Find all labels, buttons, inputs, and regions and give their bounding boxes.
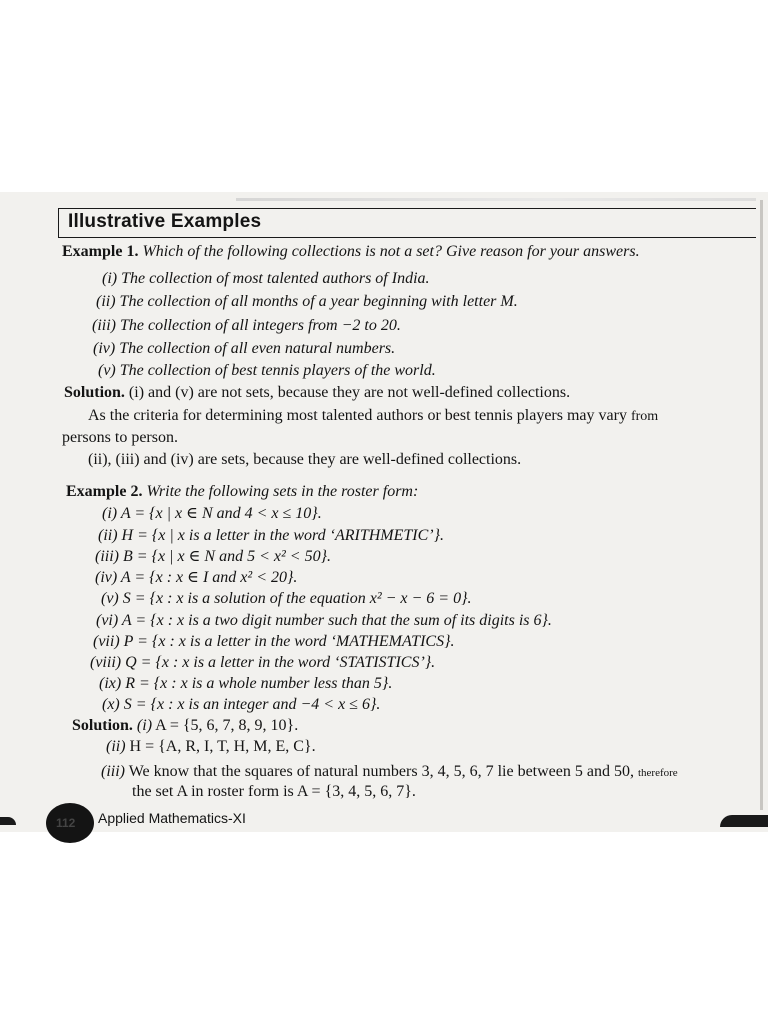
- example1-item-1: [102, 269, 430, 289]
- item-number: (vii): [93, 633, 120, 650]
- item-text: B = {x | x ∈ N and 5 < x² < 50}.: [123, 548, 331, 565]
- item-text: The collection of best tennis players of the world.: [119, 362, 436, 379]
- top-rule: [236, 198, 756, 201]
- item-number: (iv): [93, 340, 116, 357]
- item-text: P = {x : x is a letter in the word ‘MATHEMATICS}.: [123, 633, 455, 650]
- item-number: (ix): [99, 675, 122, 692]
- solution-number: (ii): [106, 738, 126, 755]
- example2-item-8: [90, 653, 435, 673]
- item-text: A = {x : x is a two digit number such that the sum of its digits is 6}.: [121, 612, 552, 629]
- example1-label: Example 1.: [62, 243, 139, 260]
- example2-solution-2: [106, 737, 316, 757]
- example2-item-5: [101, 589, 472, 609]
- solution-label: Solution.: [72, 717, 133, 734]
- solution-text: (i) and (v) are not sets, because they are not well-defined collections.: [128, 384, 571, 401]
- solution-text-tail: therefore: [637, 767, 678, 779]
- example2-label: Example 2.: [66, 483, 143, 500]
- item-text: A = {x | x ∈ N and 4 < x ≤ 10}.: [120, 505, 322, 522]
- solution-text: H = {A, R, I, T, H, M, E, C}.: [129, 738, 316, 755]
- solution-label: Solution.: [64, 384, 125, 401]
- example2-solution-3-line2: the set A in roster form is A = {3, 4, 5, 6, 7}.: [132, 783, 416, 800]
- item-number: (i): [102, 505, 118, 522]
- item-number: (iii): [92, 317, 116, 334]
- item-number: (v): [101, 590, 119, 607]
- item-number: (iii): [95, 548, 119, 565]
- item-text: The collection of all even natural numbers.: [119, 340, 396, 357]
- solution-number: (iii): [101, 763, 125, 780]
- example2-question: Write the following sets in the roster form:: [146, 483, 419, 500]
- item-text: H = {x | x is a letter in the word ‘ARITHMETIC’}.: [121, 527, 445, 544]
- item-number: (vi): [96, 612, 119, 629]
- solution-text: We know that the squares of natural numbers 3, 4, 5, 6, 7 lie between 5 and 50,: [128, 763, 634, 780]
- example2-solution-1: [72, 716, 298, 736]
- solution-text: A = {5, 6, 7, 8, 9, 10}.: [155, 717, 299, 734]
- item-text: A = {x : x ∈ I and x² < 20}.: [120, 569, 298, 586]
- item-number: (viii): [90, 654, 122, 671]
- example2-item-6: [96, 611, 552, 631]
- book-title: Applied Mathematics-XI: [98, 810, 246, 826]
- example2-item-2: [98, 526, 444, 546]
- section-title: Illustrative Examples: [68, 211, 262, 232]
- item-text: The collection of all months of a year beginning with letter M.: [119, 293, 518, 310]
- item-text: The collection of most talented authors of India.: [121, 270, 430, 287]
- example2-heading: [66, 482, 418, 502]
- example2-item-9: [99, 674, 392, 694]
- example2-item-10: [102, 695, 380, 715]
- solution-text-end: from: [630, 409, 659, 424]
- item-number: (ii): [98, 527, 118, 544]
- example2-item-3: [95, 547, 331, 567]
- example2-item-1: [102, 504, 322, 524]
- example1-solution: [64, 383, 570, 403]
- example1-item-5: [98, 361, 436, 381]
- item-number: (ii): [96, 293, 116, 310]
- example1-item-3: [92, 316, 401, 336]
- item-text: The collection of all integers from −2 to 20.: [120, 317, 401, 334]
- item-text: S = {x : x is a solution of the equation x² − x − 6 = 0}.: [122, 590, 472, 607]
- item-text: R = {x : x is a whole number less than 5}.: [125, 675, 393, 692]
- page-number: 112: [56, 816, 76, 830]
- solution-number: (i): [136, 717, 153, 734]
- example2-item-4: [95, 568, 297, 588]
- item-number: (x): [102, 696, 120, 713]
- example1-solution-line3: persons to person.: [62, 429, 178, 446]
- item-number: (i): [102, 270, 118, 287]
- example1-item-4: [93, 339, 395, 359]
- item-number: (v): [98, 362, 116, 379]
- page-curl-right: [720, 815, 768, 827]
- item-text: Q = {x : x is a letter in the word ‘STATISTICS’}.: [125, 654, 436, 671]
- page-edge: [760, 200, 763, 810]
- example1-solution-line2: [88, 406, 658, 427]
- example2-item-7: [93, 632, 454, 652]
- solution-text: As the criteria for determining most talented authors or best tennis players may vary: [88, 407, 627, 424]
- example1-solution-line4: (ii), (iii) and (iv) are sets, because they are well-defined collections.: [88, 451, 522, 468]
- example1-item-2: [96, 292, 518, 312]
- example2-solution-3: [101, 762, 678, 783]
- item-number: (iv): [95, 569, 118, 586]
- item-text: S = {x : x is an integer and −4 < x ≤ 6}.: [123, 696, 381, 713]
- example1-question: Which of the following collections is not a set? Give reason for your answers.: [142, 243, 640, 260]
- example1-heading: [62, 242, 640, 262]
